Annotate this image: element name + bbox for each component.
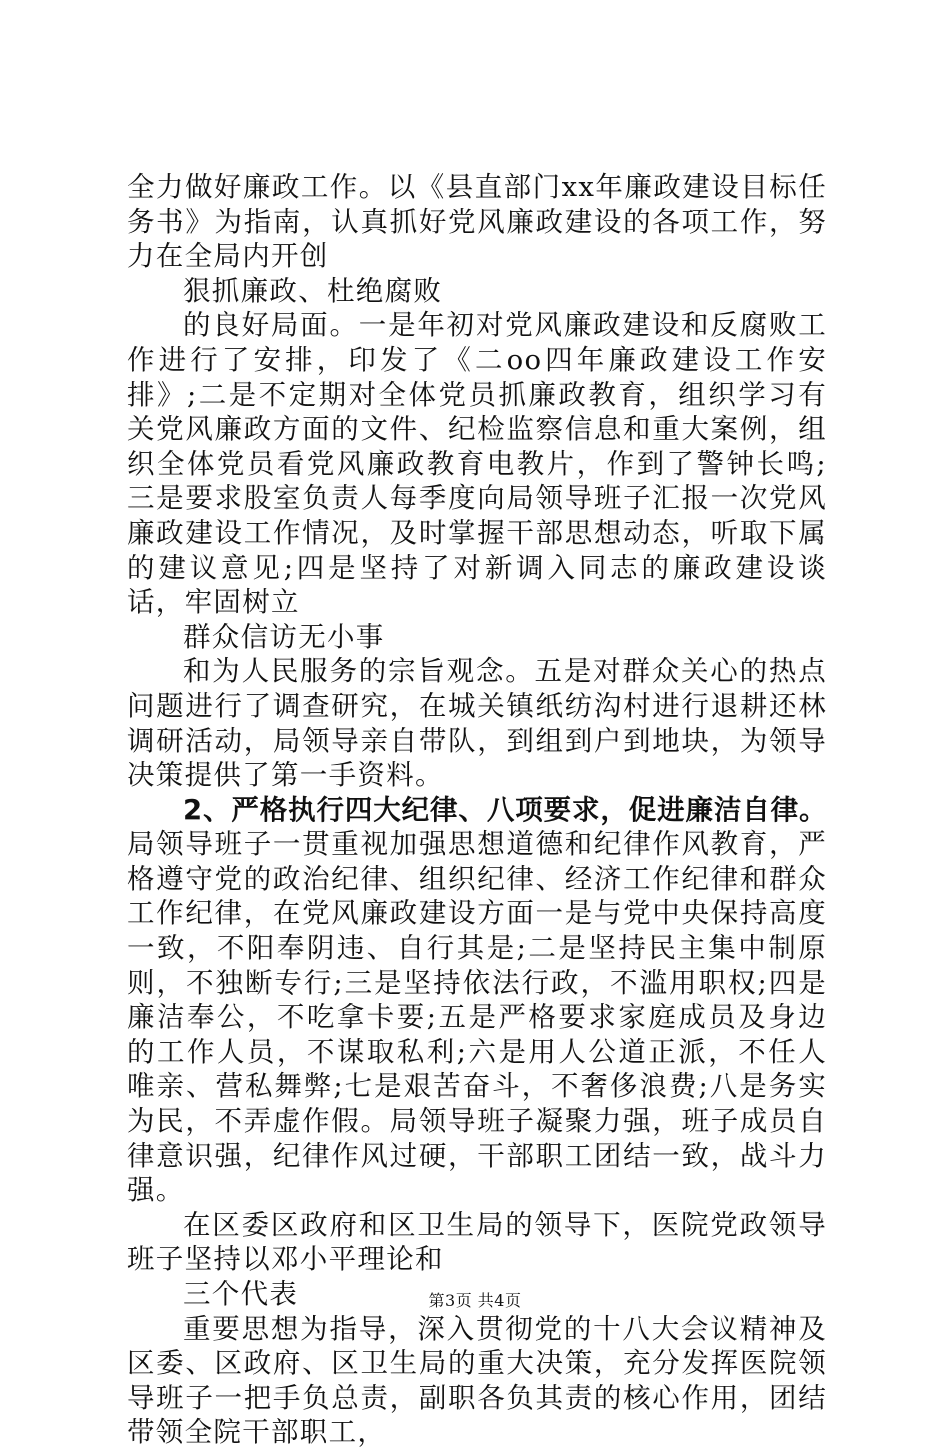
paragraph-6 <box>127 793 827 1208</box>
paragraph-8: 三个代表 <box>183 1278 299 1310</box>
paragraph-3: 的良好局面。一是年初对党风廉政建设和反腐败工作进行了安排，印发了《二oo四年廉政建设工作安排》;二是不定期对全体党员抓廉政教育，组织学习有关党风廉政方面的文件、纪检监察信息和重大案例，组织全体党员看党风廉政教育电教片，作到了警钟长鸣;三是要求股室负责人每季度向局领导班子汇报一次党风廉政建设工作情况，及时掌握干部思想动态，听取下属的建议意见;四是坚持了对新调入同志的廉政建设谈话，牢固树立 <box>127 309 827 619</box>
document-body <box>127 170 827 1450</box>
page-footer: 第3页 共4页 <box>428 1291 522 1310</box>
paragraph-6-body: 局领导班子一贯重视加强思想道德和纪律作风教育，严格遵守党的政治纪律、组织纪律、经济工作纪律和群众工作纪律，在党风廉政建设方面一是与党中央保持高度一致，不阳奉阴违、自行其是;二是坚持民主集中制原则，不独断专行;三是坚持依法行政，不滥用职权;四是廉洁奉公，不吃拿卡要;五是严格要求家庭成员及身边的工作人员，不谋取私利;六是用人公道正派，不任人唯亲、营私舞弊;七是艰苦奋斗，不奢侈浪费;八是务实为民，不弄虚作假。局领导班子凝聚力强，班子成员自律意识强，纪律作风过硬，干部职工团结一致，战斗力强。 <box>127 828 827 1207</box>
paragraph-1: 全力做好廉政工作。以《县直部门xx年廉政建设目标任务书》为指南，认真抓好党风廉政建设的各项工作，努力在全局内开创 <box>127 171 827 273</box>
paragraph-9: 重要思想为指导，深入贯彻党的十八大会议精神及区委、区政府、区卫生局的重大决策，充分发挥医院领导班子一把手负总责，副职各负其责的核心作用，团结带领全院干部职工， <box>127 1312 827 1449</box>
paragraph-4: 群众信访无小事 <box>183 620 385 653</box>
paragraph-2: 狠抓廉政、杜绝腐败 <box>183 274 443 307</box>
paragraph-7: 在区委区政府和区卫生局的领导下，医院党政领导班子坚持以邓小平理论和 <box>127 1208 827 1276</box>
paragraph-5: 和为人民服务的宗旨观念。五是对群众关心的热点问题进行了调查研究，在城关镇纸纺沟村进行退耕还林调研活动，局领导亲自带队，到组到户到地块，为领导决策提供了第一手资料。 <box>127 655 827 792</box>
section-heading: 2、严格执行四大纪律、八项要求，促进廉洁自律。 <box>183 793 827 826</box>
